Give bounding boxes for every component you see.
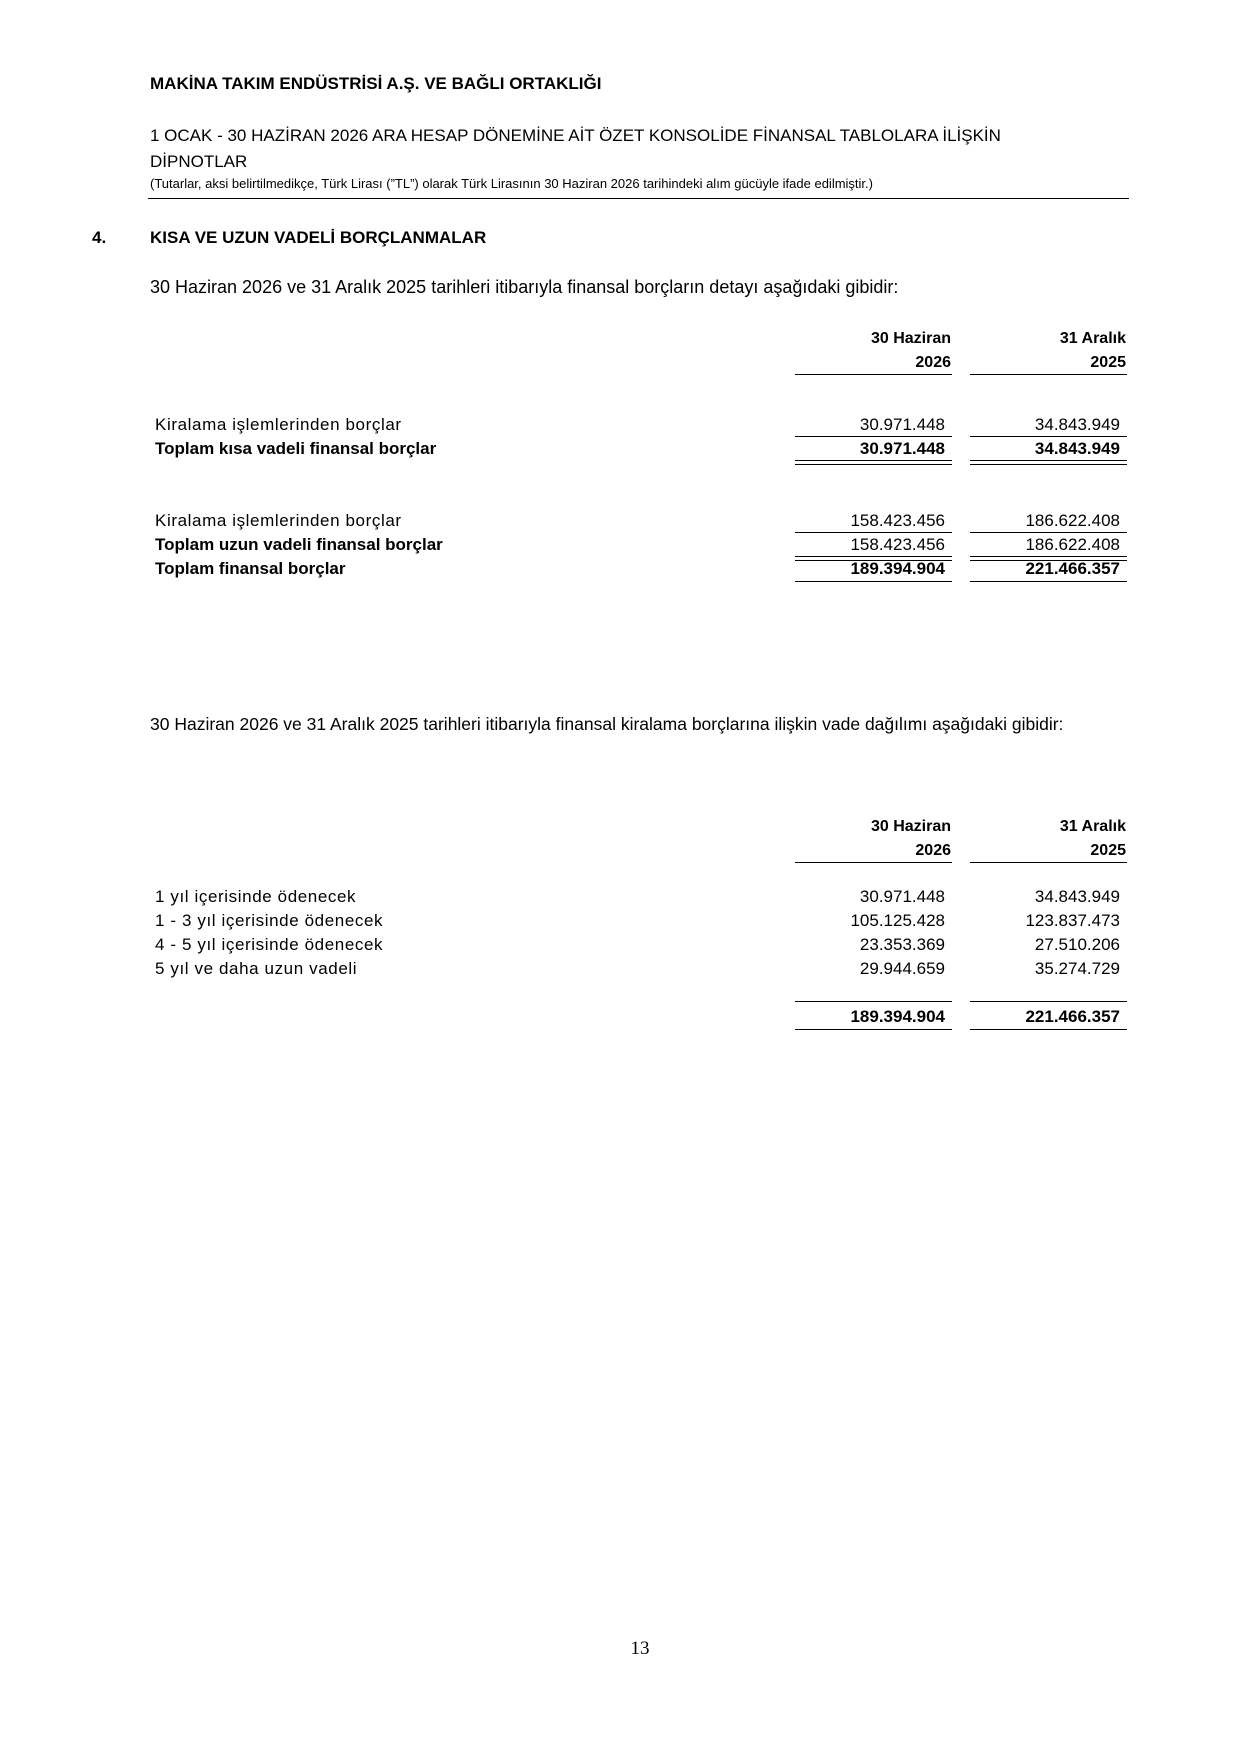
table2-total-underline (970, 1029, 1127, 1030)
table1-row-label: Kiralama işlemlerinden borçlar (155, 511, 402, 530)
table1-grand-total-label: Toplam finansal borçlar (155, 559, 346, 578)
table1-total-underline-2 (795, 464, 952, 465)
table2-col2-header-line1: 31 Aralık (1059, 818, 1126, 835)
table2-row-value-2025: 35.274.729 (1034, 959, 1120, 978)
table2-col1-header-line1: 30 Haziran (870, 818, 951, 835)
table2-row-value-2026: 30.971.448 (859, 887, 945, 906)
table1-total-label: Toplam kısa vadeli finansal borçlar (155, 439, 437, 458)
table2-row-value-2025: 27.510.206 (1034, 935, 1120, 954)
table2-row-label: 4 - 5 yıl içerisinde ödenecek (155, 935, 384, 954)
table1-row-value-2025: 34.843.949 (1034, 415, 1120, 434)
table1-row-underline (795, 436, 952, 437)
table2-row-value-2026: 105.125.428 (850, 911, 945, 930)
header-divider (148, 198, 1129, 199)
table1-col2-header-line2: 2025 (1090, 354, 1126, 371)
table1-row-value-2026: 30.971.448 (859, 415, 945, 434)
page-number: 13 (630, 1638, 650, 1659)
table2-row-value-2025: 123.837.473 (1025, 911, 1120, 930)
table2-row-label: 1 - 3 yıl içerisinde ödenecek (155, 911, 384, 930)
table1-row-value-2025: 186.622.408 (1025, 511, 1120, 530)
table2-total-value-2026: 189.394.904 (850, 1007, 945, 1026)
table1-grand-total-value-2025: 221.466.357 (1025, 559, 1120, 578)
table2-col1-header-line2: 2026 (915, 842, 951, 859)
table2-row-value-2025: 34.843.949 (1034, 887, 1120, 906)
table1-grand-total-underline (795, 581, 952, 582)
table2-intro: 30 Haziran 2026 ve 31 Aralık 2025 tarihleri itibarıyla finansal kiralama borçlarına ilişkin vade dağılımı aşağıdaki gibidir: (150, 714, 1064, 734)
period-title-continued: DİPNOTLAR (150, 152, 248, 171)
section-number: 4. (92, 228, 107, 247)
table1-total-underline-1 (970, 460, 1127, 461)
table2-total-overline (970, 1001, 1127, 1002)
period-title: 1 OCAK - 30 HAZİRAN 2026 ARA HESAP DÖNEMİNE AİT ÖZET KONSOLİDE FİNANSAL TABLOLARA İLİŞKİN (150, 126, 1001, 145)
table1-row-underline (970, 436, 1127, 437)
table2-row-value-2026: 23.353.369 (859, 935, 945, 954)
table2-total-underline (795, 1029, 952, 1030)
table2-total-overline (795, 1001, 952, 1002)
table1-grand-total-underline (970, 581, 1127, 582)
table1-row-value-2026: 158.423.456 (850, 511, 945, 530)
table1-total-value-2026: 158.423.456 (850, 535, 945, 554)
currency-note: (Tutarlar, aksi belirtilmedikçe, Türk Lirası (”TL”) olarak Türk Lirasının 30 Haziran 2026 tarihindeki alım gücüyle ifade edilmiştir.) (150, 176, 873, 191)
table1-total-value-2025: 186.622.408 (1025, 535, 1120, 554)
table2-row-value-2026: 29.944.659 (859, 959, 945, 978)
table1-total-underline-1 (795, 556, 952, 557)
table2-col2-header-line2: 2025 (1090, 842, 1126, 859)
table1-col2-header-underline (970, 374, 1127, 375)
table1-row-underline (795, 532, 952, 533)
table1-total-underline-2 (970, 464, 1127, 465)
table2-col2-header-underline (970, 862, 1127, 863)
table1-col1-header-line1: 30 Haziran (870, 330, 951, 347)
table1-total-label: Toplam uzun vadeli finansal borçlar (155, 535, 443, 554)
table2-row-label: 5 yıl ve daha uzun vadeli (155, 959, 358, 978)
table2-row-label: 1 yıl içerisinde ödenecek (155, 887, 357, 906)
company-name: MAKİNA TAKIM ENDÜSTRİSİ A.Ş. VE BAĞLI ORTAKLIĞI (150, 74, 602, 93)
table1-total-underline-1 (970, 556, 1127, 557)
table1-row-label: Kiralama işlemlerinden borçlar (155, 415, 402, 434)
table1-total-underline-1 (795, 460, 952, 461)
table2-col1-header-underline (795, 862, 952, 863)
table1-col1-header-underline (795, 374, 952, 375)
table1-row-underline (970, 532, 1127, 533)
table1-col1-header-line2: 2026 (915, 354, 951, 371)
table1-total-value-2026: 30.971.448 (859, 439, 945, 458)
table2-total-value-2025: 221.466.357 (1025, 1007, 1120, 1026)
table1-grand-total-value-2026: 189.394.904 (850, 559, 945, 578)
section-title: KISA VE UZUN VADELİ BORÇLANMALAR (150, 228, 487, 247)
table1-col2-header-line1: 31 Aralık (1059, 330, 1126, 347)
table1-total-value-2025: 34.843.949 (1034, 439, 1120, 458)
table1-intro: 30 Haziran 2026 ve 31 Aralık 2025 tarihleri itibarıyla finansal borçların detayı aşağıdaki gibidir: (150, 277, 899, 297)
